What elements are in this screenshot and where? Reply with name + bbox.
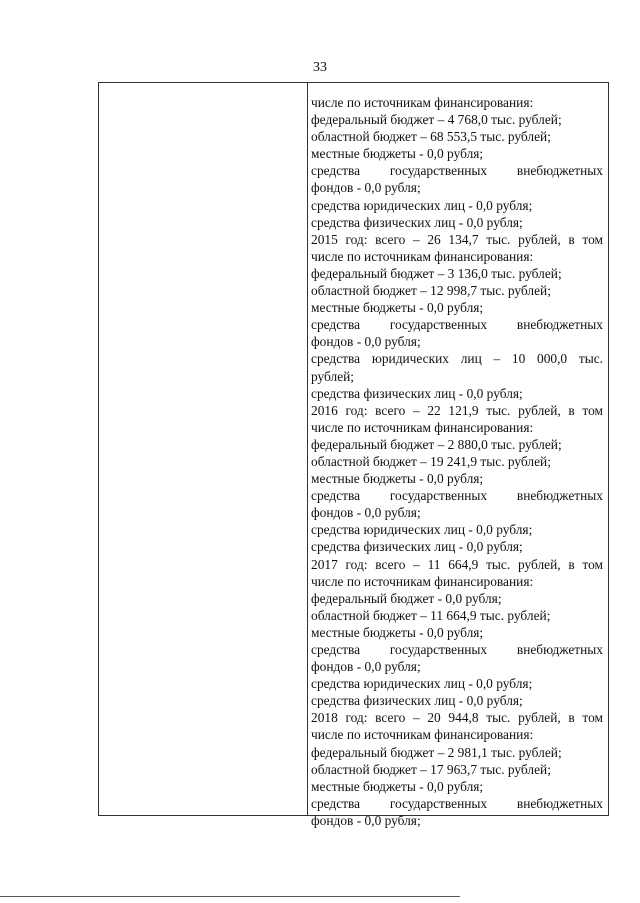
text-line: местные бюджеты - 0,0 рубля; (311, 624, 484, 640)
text-line: средства юридических лиц - 0,0 рубля; (311, 522, 533, 538)
text-line: средства юридических лиц - 0,0 рубля; (311, 676, 533, 692)
text-line: федеральный бюджет – 4 768,0 тыс. рублей; (311, 112, 562, 128)
text-line: фондов - 0,0 рубля; (311, 334, 421, 350)
text-line: 2018 год: всего – 20 944,8 тыс. рублей, в том (311, 710, 603, 726)
text-line: 2017 год: всего – 11 664,9 тыс. рублей, в том (311, 556, 603, 572)
text-line: федеральный бюджет - 0,0 рубля; (311, 590, 502, 606)
text-line: фондов - 0,0 рубля; (311, 505, 421, 521)
funding-table (98, 82, 609, 828)
text-line: числе по источникам финансирования: (311, 248, 534, 264)
text-line: средства государственных внебюджетных (311, 163, 603, 179)
text-line: числе по источникам финансирования: (311, 573, 534, 589)
table-left-cell (99, 83, 307, 815)
text-line: средства государственных внебюджетных (311, 317, 603, 333)
text-line: 2015 год: всего – 26 134,7 тыс. рублей, в том (311, 231, 603, 247)
text-line: средства государственных внебюджетных (311, 488, 603, 504)
funding-details-cell (311, 94, 603, 829)
text-line: местные бюджеты - 0,0 рубля; (311, 300, 484, 316)
text-line: фондов - 0,0 рубля; (311, 812, 421, 828)
text-line: средства государственных внебюджетных (311, 795, 603, 811)
text-line: средства физических лиц - 0,0 рубля; (311, 214, 523, 230)
text-line: средства юридических лиц – 10 000,0 тыс. (311, 351, 603, 367)
text-line: 2016 год: всего – 22 121,9 тыс. рублей, в том (311, 402, 603, 418)
text-line: средства физических лиц - 0,0 рубля; (311, 385, 523, 401)
text-line: областной бюджет – 12 998,7 тыс. рублей; (311, 283, 551, 299)
column-divider (307, 83, 308, 815)
text-line: средства физических лиц - 0,0 рубля; (311, 539, 523, 555)
page-number: 33 (313, 60, 327, 75)
text-line: областной бюджет – 17 963,7 тыс. рублей; (311, 761, 551, 777)
text-line: средства физических лиц - 0,0 рубля; (311, 693, 523, 709)
text-line: числе по источникам финансирования: (311, 95, 534, 110)
text-line: федеральный бюджет – 3 136,0 тыс. рублей; (311, 265, 562, 281)
text-line: фондов - 0,0 рубля; (311, 180, 421, 196)
text-line: областной бюджет – 19 241,9 тыс. рублей; (311, 453, 551, 469)
text-line: средства государственных внебюджетных (311, 642, 603, 657)
text-line: рублей; (311, 368, 355, 384)
text-line: средства юридических лиц - 0,0 рубля; (311, 197, 533, 213)
footer-rule (0, 896, 460, 897)
text-line: местные бюджеты - 0,0 рубля; (311, 471, 484, 487)
text-line: областной бюджет – 11 664,9 тыс. рублей; (311, 607, 551, 623)
text-line: федеральный бюджет – 2 981,1 тыс. рублей; (311, 744, 562, 760)
text-line: числе по источникам финансирования: (311, 419, 534, 435)
text-line: областной бюджет – 68 553,5 тыс. рублей; (311, 129, 551, 145)
text-line: местные бюджеты - 0,0 рубля; (311, 146, 484, 162)
text-line: числе по источникам финансирования: (311, 727, 534, 743)
text-line: федеральный бюджет – 2 880,0 тыс. рублей; (311, 436, 562, 452)
text-line: местные бюджеты - 0,0 рубля; (311, 778, 484, 794)
text-line: фондов - 0,0 рубля; (311, 659, 421, 675)
